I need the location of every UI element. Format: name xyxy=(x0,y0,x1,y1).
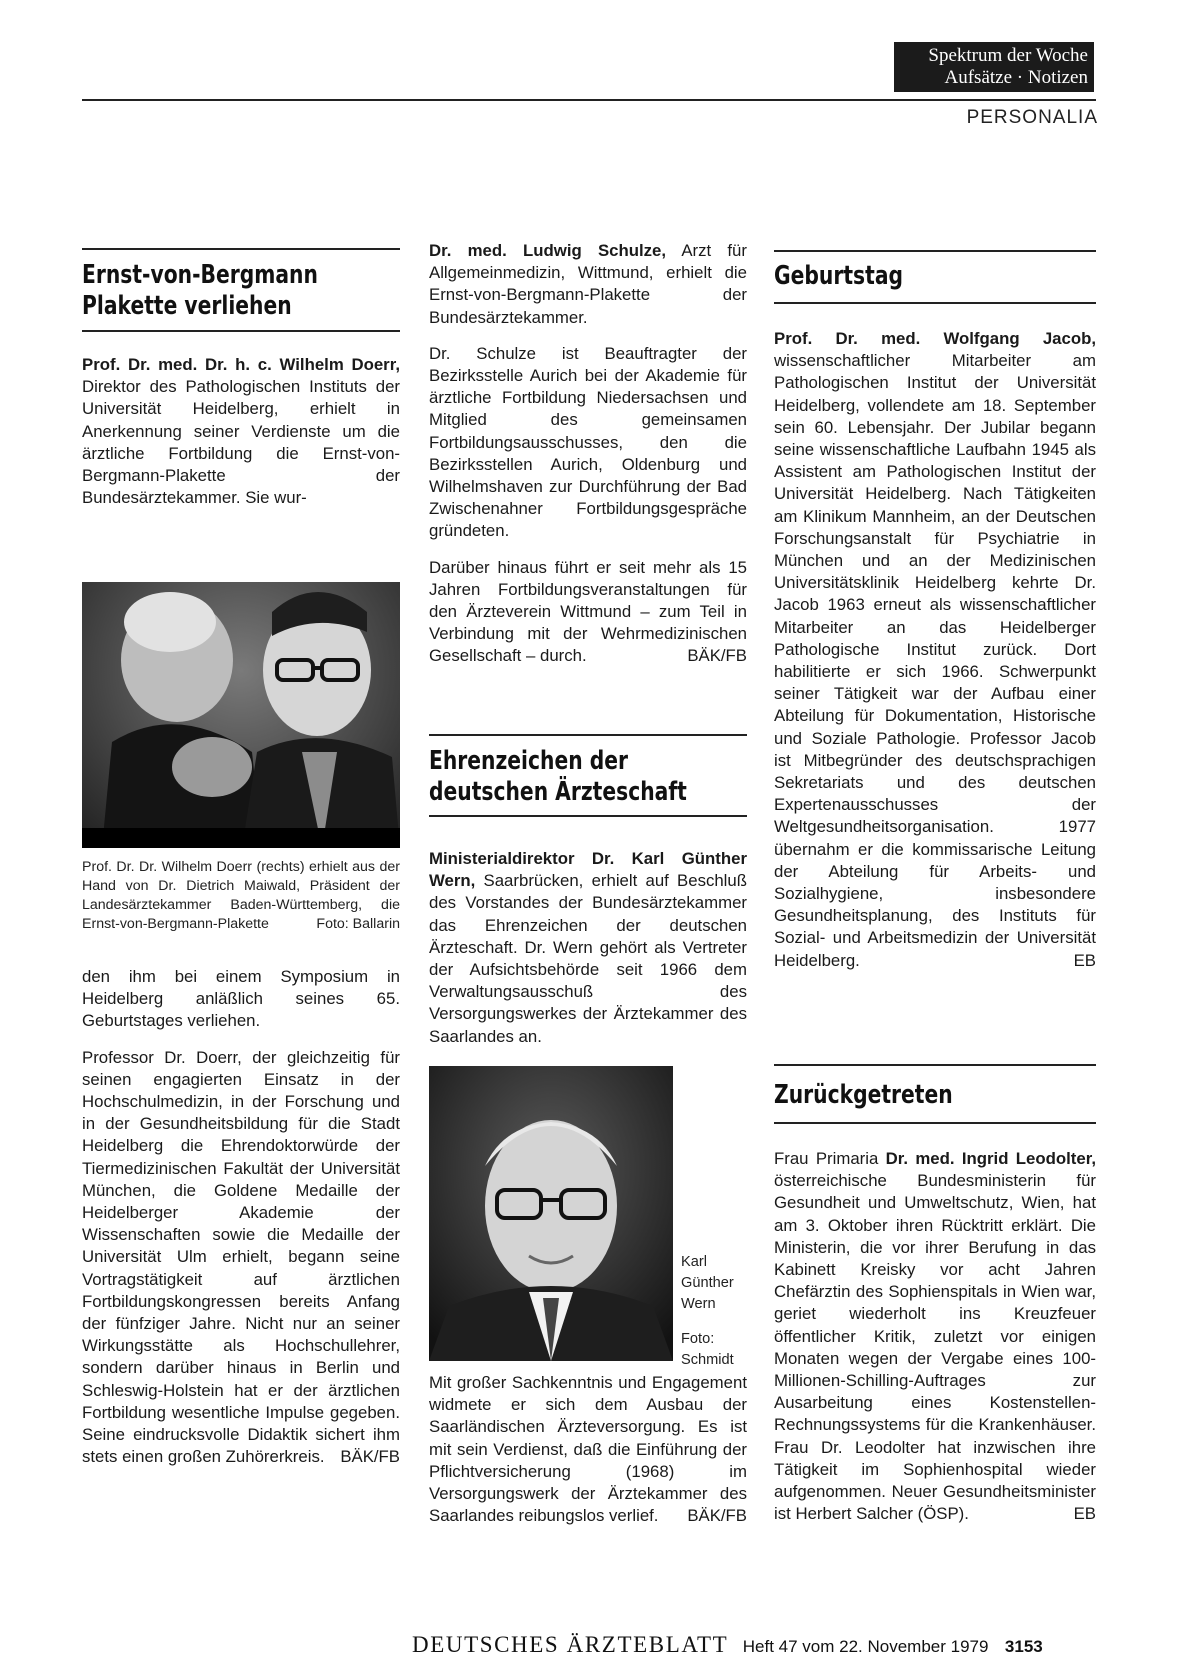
article-jacob xyxy=(774,328,1096,986)
paragraph-text: den ihm bei einem Symposium in Heidelberg anläßlich seines 65. Geburtstages verliehen. xyxy=(82,967,400,1031)
caption-credit-name: Schmidt xyxy=(681,1352,734,1368)
paragraph-text: Saarbrücken, erhielt auf Beschluß des Vorstandes der Bundesärztekammer das Ehrenzeichen der deutschen Ärzteschaft. Dr. Wern gehört als Vertreter der Aufsichtsbehörde seit 1966 dem Verwaltungsausschuß des Versorgungswerkes der Ärztekammer des Saarlandes an. xyxy=(429,871,747,1046)
article-wern xyxy=(429,848,747,1062)
heading-rule-bottom xyxy=(429,815,747,817)
heading-bergmann xyxy=(82,260,318,322)
heading-ehrenzeichen xyxy=(429,746,687,808)
photo-doerr-maiwald xyxy=(82,552,400,848)
article-wern-part2 xyxy=(429,1372,747,1541)
heading-line-2: deutschen Ärzteschaft xyxy=(429,777,687,807)
issue-info: Heft 47 vom 22. November 1979 xyxy=(742,1637,989,1656)
paragraph-text: Frau Primaria xyxy=(774,1149,886,1168)
heading-line-2: Plakette verliehen xyxy=(82,291,292,321)
header-rule xyxy=(82,99,1096,101)
person-name: Dr. med. Ingrid Leodolter, xyxy=(885,1149,1096,1168)
caption-line: Günther xyxy=(681,1275,734,1291)
article-doerr-part2 xyxy=(82,966,400,1482)
paragraph-text: Arzt für Allgemeinmedizin, Wittmund, erhielt die Ernst-von-Bergmann-Plakette der Bundesärztekammer. xyxy=(429,241,747,327)
photo-credit: Foto: Ballarin xyxy=(316,916,400,932)
signature: BÄK/FB xyxy=(687,646,747,666)
person-name: Prof. Dr. med. Wolfgang Jacob, xyxy=(774,329,1096,348)
page-footer xyxy=(412,1632,1043,1658)
caption-line: Wern xyxy=(681,1296,716,1312)
heading-line-1: Ehrenzeichen der xyxy=(429,746,628,776)
caption-text: Prof. Dr. Dr. Wilhelm Doerr (rechts) erhielt aus der Hand von Dr. Dietrich Maiwald, Präsident der Landesärztekammer Baden-Württemberg, die Ernst-von-Bergmann-Plakette xyxy=(82,859,400,932)
paragraph-text: Darüber hinaus führt er seit mehr als 15 Jahren Fortbildungsveranstaltungen für den Ärzteverein Wittmund – zum Teil in Verbindung mit der Wehrmedizinischen Gesellschaft – durch. xyxy=(429,557,747,666)
heading-rule-top xyxy=(429,734,747,736)
paragraph-text: Professor Dr. Doerr, der gleichzeitig für seinen engagierten Einsatz in der Hochschulmedizin, in der Forschung und in der Gesundheitsbildung für die Stadt Heidelberg die Ehrendoktorwürde der Tiermedizinischen Fakultät der Universität München, die Goldene Medaille der Heidelberger Akademie der Wissenschaften sowie die Medaille der Universität Ulm erhielt, begann seine Vortragstätigkeit auf ärztlichen Fortbildungskongressen bereits Anfang der fünfziger Jahre. Nicht nur an seiner Wirkungsstätte als Hochschullehrer, sondern darüber hinaus in Berlin und Schleswig-Holstein hat er der ärztlichen Fortbildung wesentliche Impulse gegeben. Seine eindrucksvolle Didaktik sichert ihm stets einen großen Zuhörerkreis. xyxy=(82,1047,400,1467)
paragraph-text: Direktor des Pathologischen Instituts der Universität Heidelberg, erhielt in Anerkennung seiner Verdienste um die ärztliche Fortbildung die Ernst-von-Bergmann-Plakette der Bundesärztekammer. Sie wur- xyxy=(82,377,400,508)
heading-rule-bottom xyxy=(774,302,1096,304)
article-schulze xyxy=(429,240,747,682)
article-doerr-part1 xyxy=(82,354,400,523)
signature: BÄK/FB xyxy=(340,1447,400,1467)
section-title: PERSONALIA xyxy=(966,107,1098,128)
photo-image xyxy=(82,552,400,848)
section-badge xyxy=(894,42,1094,92)
heading-rule-top xyxy=(774,250,1096,252)
heading-rule-top xyxy=(774,1064,1096,1066)
photo-image xyxy=(429,1066,673,1361)
person-name: Dr. med. Ludwig Schulze, xyxy=(429,241,667,260)
masthead: DEUTSCHES ÄRZTEBLATT xyxy=(412,1632,729,1657)
person-name: Prof. Dr. med. Dr. h. c. Wilhelm Doerr, xyxy=(82,355,400,374)
paragraph-text: Dr. Schulze ist Beauftragter der Bezirksstelle Aurich bei der Akademie für ärztliche Fortbildung Niedersachsen und Mitglied des gemeinsamen Fortbildungsausschusses, den die Bezirksstellen Aurich, Oldenburg und Wilhelmshaven zur Durchführung der Bad Zwischenahner Fortbildungsgespräche gründeten. xyxy=(429,343,747,541)
article-leodolter xyxy=(774,1148,1096,1539)
heading-zurueckgetreten: Zurückgetreten xyxy=(774,1080,953,1110)
signature: EB xyxy=(1073,1504,1096,1524)
page-number: 3153 xyxy=(1004,1637,1043,1656)
heading-rule-bottom xyxy=(774,1122,1096,1124)
paragraph-text: wissenschaftlicher Mitarbeiter am Pathologischen Institut der Universität Heidelberg, vollendete am 18. September sein 60. Lebensjahr. Der Jubilar begann seine wissenschaftliche Laufbahn 1945 als Assistent am Pathologischen Institut der Universität Heidelberg. Nach Tätigkeiten am Klinikum Mannheim, an der Deutschen Forschungsanstalt für Psychiatrie in München und an der Medizinischen Universitätsklinik Heidelberg kehrte Dr. Jacob 1963 erneut als wissenschaftlicher Mitarbeiter an das Heidelberger Pathologische Institut zurück. Dort habilitierte er sich 1966. Schwerpunkt seiner Tätigkeit war der Aufbau einer Abteilung für Dokumentation, Historische und Soziale Pathologie. Professor Jacob ist Mitbegründer des deutschsprachigen Sekretariats und des deutschen Expertenausschusses der Weltgesundheitsorganisation. 1977 übernahm er die kommissarische Leitung der Abteilung für Arbeits- und Sozialhygiene, insbesondere Gesundheitsplanung, des Instituts für Sozial- und Arbeitsmedizin der Universität Heidelberg. xyxy=(774,351,1096,970)
caption-credit-label: Foto: xyxy=(681,1331,715,1347)
person-name: Ministerialdirektor Dr. Karl Günther Wern, xyxy=(429,849,747,891)
badge-line-2: Aufsätze · Notizen xyxy=(944,67,1088,88)
signature: EB xyxy=(1073,950,1096,970)
badge-line-1: Spektrum der Woche xyxy=(928,45,1088,66)
photo-wern xyxy=(429,1066,673,1361)
paragraph-text: österreichische Bundesministerin für Gesundheit und Umweltschutz, Wien, hat am 3. Oktober ihren Rücktritt erklärt. Die Ministerin, die vor ihrer Berufung in das Kabinett Kreisky vor acht Jahren Chefärztin des Sophienspitals in Wien war, geriet wiederholt ins Kreuzfeuer öffentlicher Kritik, zuletzt vor einigen Monaten wegen der Vergabe eines 100-Millionen-Schilling-Auftrages zur Ausarbeitung eines Kostenstellen-Rechnungssystems für die Krankenhäuser. Frau Dr. Leodolter hat inzwischen ihre Tätigkeit im Sophienhospital wieder aufgenommen. Neuer Gesundheitsminister ist Herbert Salcher (ÖSP). xyxy=(774,1171,1096,1524)
photo-caption-wern xyxy=(681,1252,751,1371)
photo-caption-doerr xyxy=(82,858,400,934)
heading-rule-bottom xyxy=(82,330,400,332)
caption-line: Karl xyxy=(681,1254,707,1270)
paragraph-text: Mit großer Sachkenntnis und Engagement widmete er sich dem Ausbau der Saarländischen Ärzteversorgung. Es ist mit sein Verdienst, daß die Einführung der Pflichtversicherung (1968) im Versorgungswerk der Ärztekammer des Saarlandes reibungslos verlief. xyxy=(429,1373,747,1526)
heading-rule-top xyxy=(82,248,400,250)
heading-line-1: Ernst-von-Bergmann xyxy=(82,260,318,290)
heading-geburtstag: Geburtstag xyxy=(774,261,904,291)
signature: BÄK/FB xyxy=(687,1506,747,1526)
